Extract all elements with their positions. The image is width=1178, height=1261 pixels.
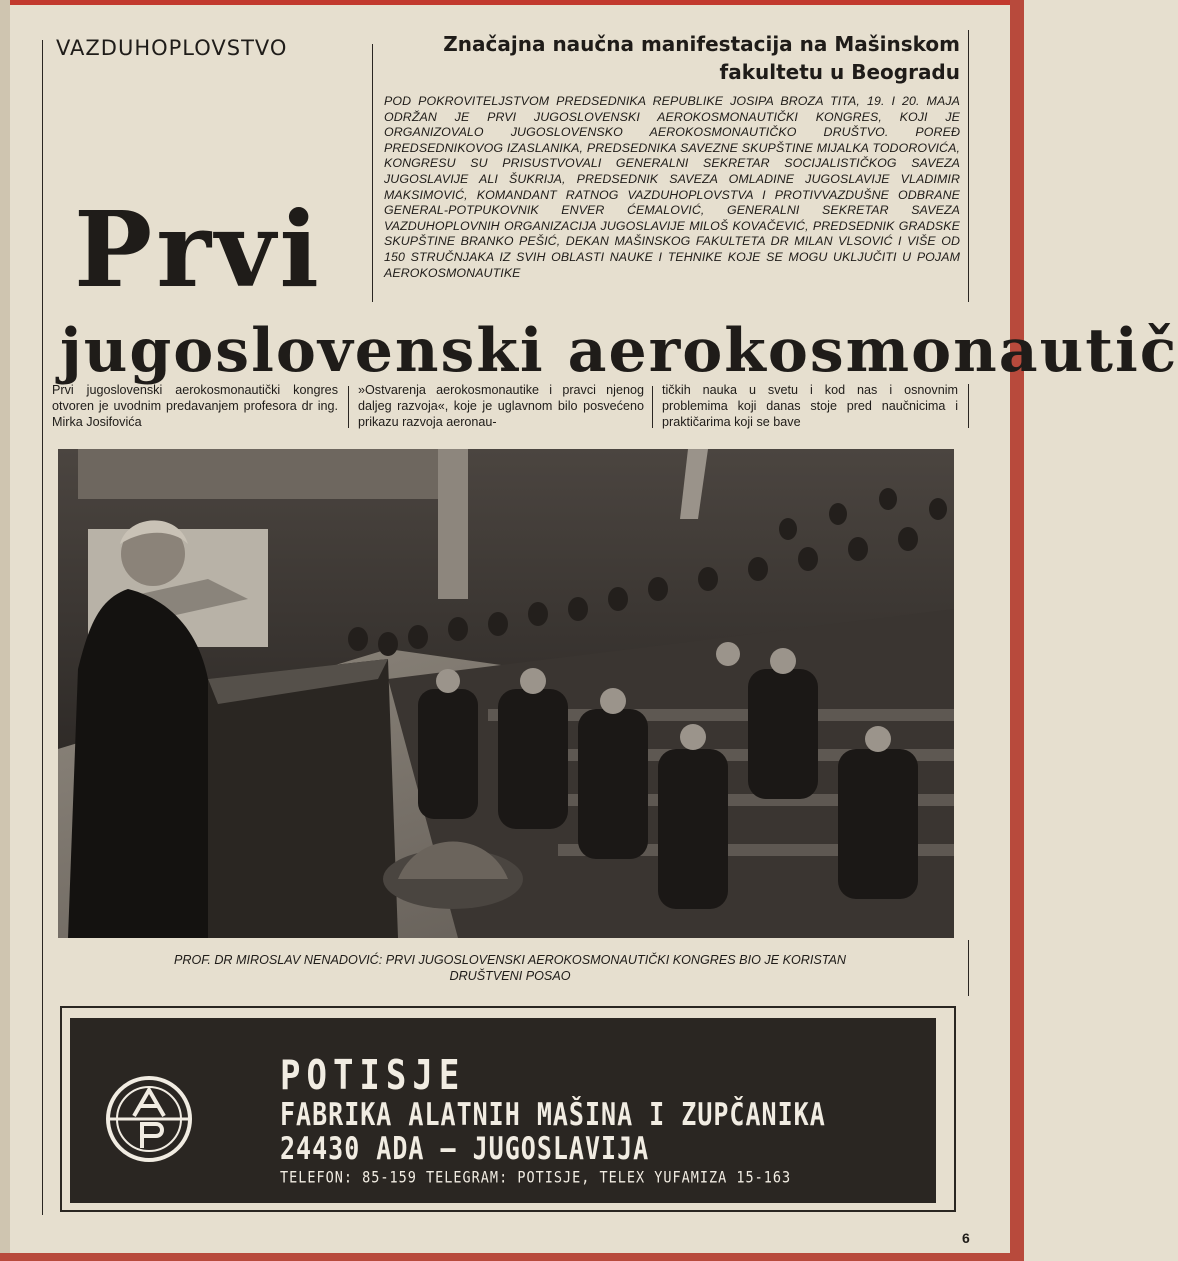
headline-line-two: jugoslovenski aerokosmonautič (60, 316, 1178, 386)
photo-caption: PROF. DR MIROSLAV NENADOVIĆ: PRVI JUGOSLOVENSKI AEROKOSMONAUTIČKI KONGRES BIO JE KORISTAN DRUŠTVENI POSAO (173, 953, 847, 983)
article-subhead: Značajna naučna manifestacija na Mašinskom fakultetu u Beogradu (443, 32, 960, 84)
header-divider-rule (372, 44, 373, 302)
ad-company-description: FABRIKA ALATNIH MAŠINA I ZUPČANIKA (280, 1096, 826, 1133)
body-column-3: tičkih nauka u svetu i kod nas i osnovnim problemima koji danas stoje pred naučnicima i praktičarima koji se bave (662, 383, 958, 429)
ad-company-name: POTISJE (280, 1052, 466, 1100)
bottom-edge-strip (0, 1253, 1024, 1261)
ad-company-address: 24430 ADA — JUGOSLAVIJA (280, 1130, 650, 1167)
section-label: VAZDUHOPLOVSTVO (56, 36, 288, 60)
right-caption-rule (968, 940, 969, 996)
congress-hall-photo (58, 449, 954, 938)
ad-contact-line: TELEFON: 85-159 TELEGRAM: POTISJE, TELEX YUFAMIZA 15-163 (280, 1168, 792, 1188)
potisje-logo-icon (104, 1074, 194, 1164)
body-column-1: Prvi jugoslovenski aerokosmonautički kongres otvoren je uvodnim predavanjem profesora dr ing. Mirka Josifovića (52, 383, 338, 429)
right-text-rule (968, 384, 969, 428)
right-page-edge (1010, 0, 1024, 1261)
headline-word-large: Prvi (74, 188, 323, 311)
column-rule-1 (348, 386, 349, 428)
right-header-rule (968, 30, 969, 302)
left-page-edge (0, 0, 10, 1261)
top-edge-strip (0, 0, 1024, 5)
body-column-2: »Ostvarenja aerokosmonautike i pravci njenog daljeg razvoja«, koje je uglavnom bilo posvećeno prikazu razvoja aeronau- (358, 383, 644, 429)
column-rule-2 (652, 386, 653, 428)
page-number: 6 (962, 1230, 970, 1246)
photo-illustration (58, 449, 954, 938)
article-lede: POD POKROVITELJSTVOM PREDSEDNIKA REPUBLIKE JOSIPA BROZA TITA, 19. I 20. MAJA ODRŽAN JE PRVI JUGOSLOVENSKI AEROKOSMONAUTIČKI KONGRES, KOJI JE ORGANIZOVALO JUGOSLOVENSKO AEROKOSMONAUTIČKO DRUŠTVO. POREĐ PREDSEDNIKOVOG IZASLANIKA, PREDSEDNIKA SAVEZNE SKUPŠTINE MIJALKA TODOROVIĆA, KONGRESU SU PRISUSTVOVALI GENERALNI SEKRETAR SOCIJALISTIČKOG SAVEZA JUGOSLAVIJE ALI ŠUKRIJA, PREDSEDNIK SAVEZA OMLADINE JUGOSLAVIJE VLADIMIR MAKSIMOVIĆ, KOMANDANT RATNOG VAZDUHOPLOVSTVA I PROTIVVAZDUŠNE ODBRANE GENERAL-POTPUKOVNIK ENVER ĆEMALOVIĆ, GENERALNI SEKRETAR SAVEZA VAZDUHOPLOVNIH ORGANIZACIJA JUGOSLAVIJE MILOŠ KOVAČEVIĆ, PREDSEDNIK GRADSKE SKUPŠTINE BRANKO PEŠIĆ, DEKAN MAŠINSKOG FAKULTETA DR MILAN VLSOVIĆ I VIŠE OD 150 STRUČNJAKA IZ SVIH OBLASTI NAUKE I TEHNIKE KOJE SE MOGU UKLJUČITI U POJAM AEROKOSMONAUTIKE (384, 94, 960, 280)
left-column-rule (42, 40, 43, 1215)
